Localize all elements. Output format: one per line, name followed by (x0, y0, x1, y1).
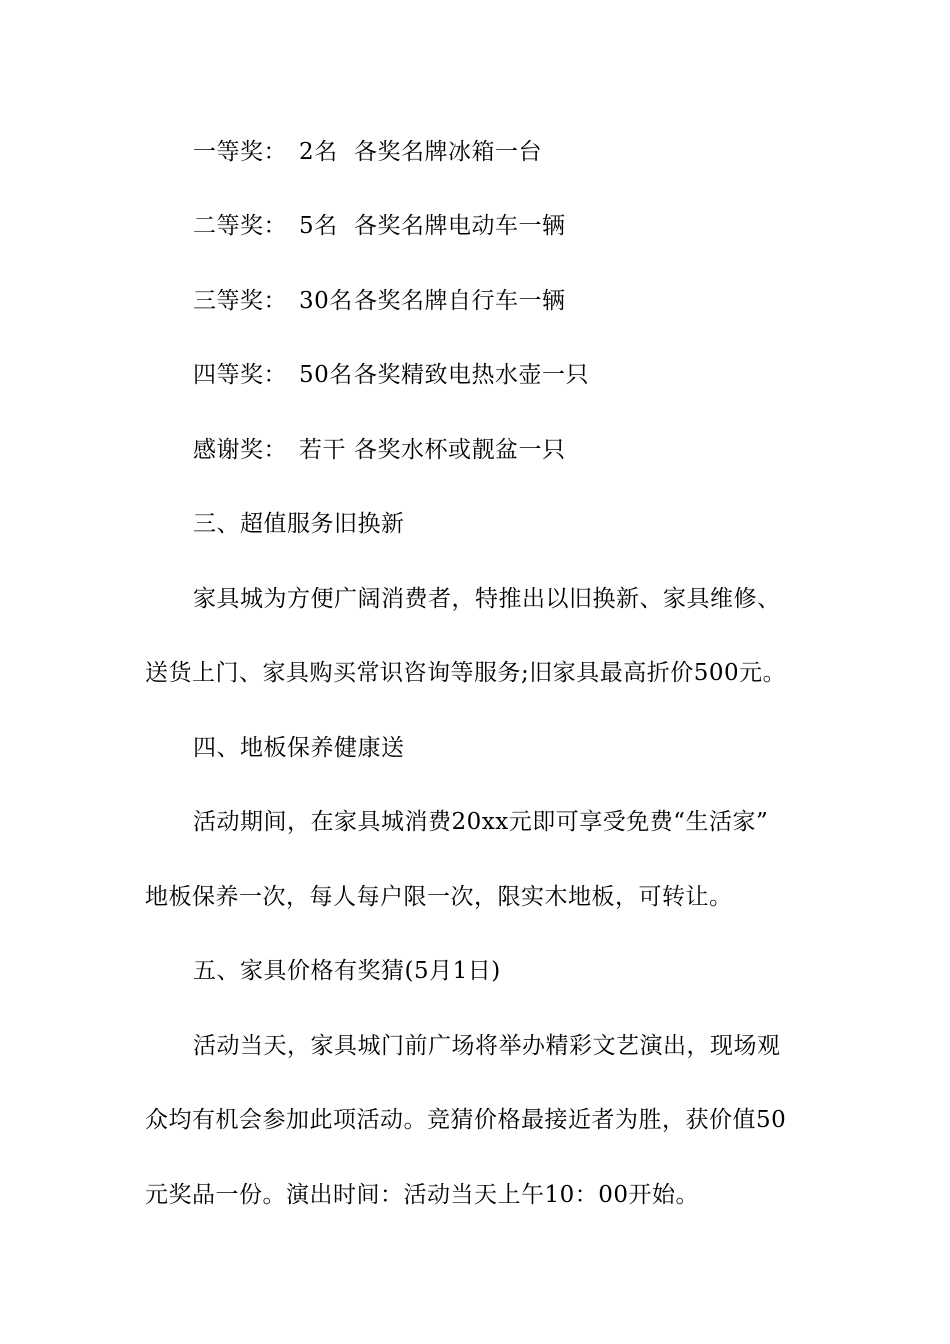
prize-count: 30名 (299, 288, 353, 314)
prize-desc: 各奖名牌冰箱一台 (354, 139, 542, 165)
section-heading-3: 三、超值服务旧换新 (193, 511, 405, 537)
prize-rank: 四等奖： (193, 362, 287, 388)
paragraph-line: 众均有机会参加此项活动。竞猜价格最接近者为胜，获价值50 (145, 1107, 787, 1133)
paragraph-line: 地板保养一次，每人每户限一次，限实木地板，可转让。 (145, 884, 733, 910)
prize-rank: 三等奖： (193, 288, 287, 314)
paragraph-line: 活动当天，家具城门前广场将举办精彩文艺演出，现场观 (193, 1033, 781, 1059)
prize-count: 若干 (299, 437, 346, 463)
prize-line-thanks (193, 435, 566, 465)
prize-desc: 各奖名牌电动车一辆 (354, 213, 566, 239)
prize-desc: 各奖精致电热水壶一只 (354, 362, 589, 388)
prize-rank: 二等奖： (193, 213, 287, 239)
prize-desc: 各奖名牌自行车一辆 (354, 288, 566, 314)
paragraph-line: 家具城为方便广阔消费者，特推出以旧换新、家具维修、 (193, 586, 781, 612)
prize-desc: 各奖水杯或靓盆一只 (354, 437, 566, 463)
prize-rank: 感谢奖： (193, 437, 287, 463)
prize-line-second (193, 211, 566, 241)
prize-count: 2名 (299, 139, 338, 165)
prize-rank: 一等奖： (193, 139, 287, 165)
paragraph-line: 活动期间，在家具城消费20xx元即可享受免费“生活家” (193, 809, 769, 835)
prize-count: 50名 (299, 362, 353, 388)
prize-line-fourth (193, 360, 589, 390)
section-heading-4: 四、地板保养健康送 (193, 735, 405, 761)
paragraph-line: 送货上门、家具购买常识咨询等服务;旧家具最高折价500元。 (145, 660, 787, 686)
prize-line-third (193, 286, 566, 316)
section-heading-5: 五、家具价格有奖猜(5月1日) (193, 958, 501, 984)
paragraph-line: 元奖品一份。演出时间：活动当天上午10：00开始。 (145, 1182, 700, 1208)
prize-line-first (193, 137, 542, 167)
prize-count: 5名 (299, 213, 338, 239)
